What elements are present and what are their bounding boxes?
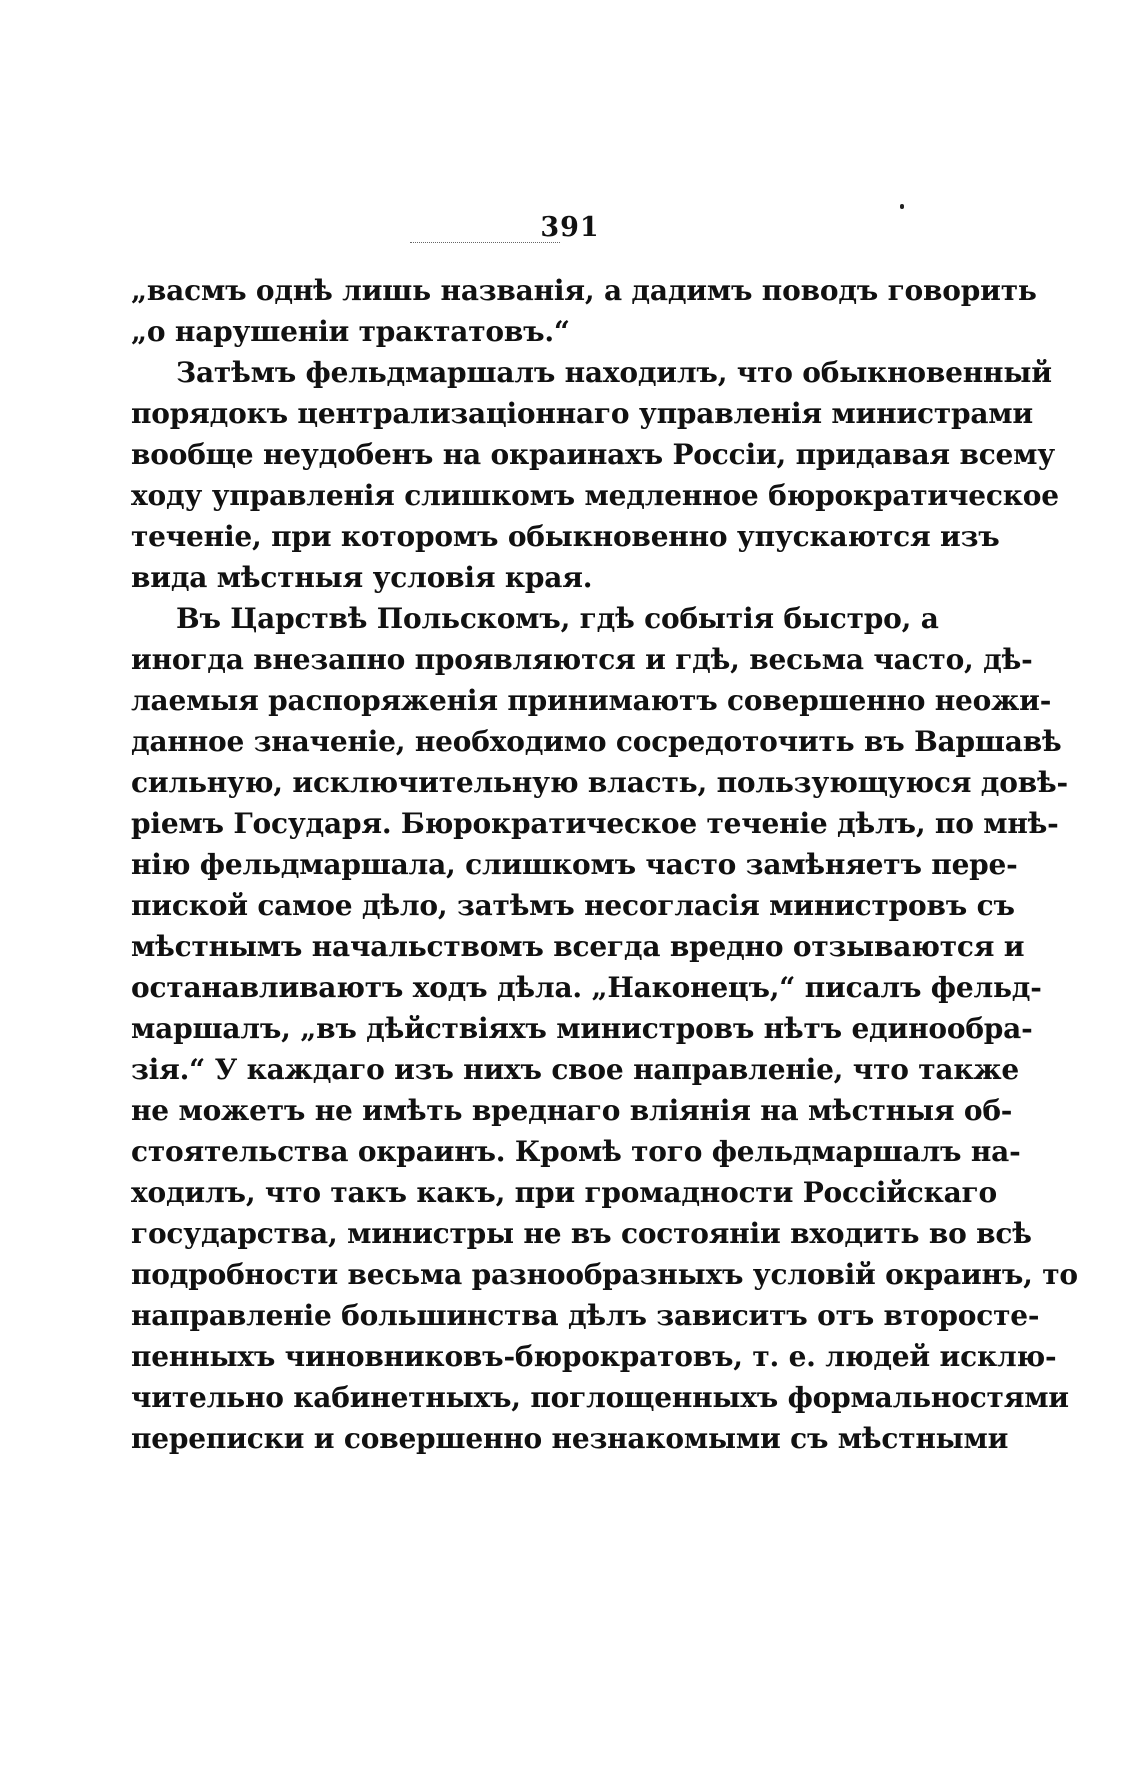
text-line: стоятельства окраинъ. Кромѣ того фельдмаршалъ на- [131,1135,1021,1168]
text-line: ходилъ, что такъ какъ, при громадности Россійскаго [131,1176,997,1209]
text-line: „о нарушеніи трактатовъ.“ [131,315,570,348]
header-rule [410,242,560,243]
text-line: пенныхъ чиновниковъ-бюрократовъ, т. е. людей исклю- [131,1340,1057,1373]
text-line: „васмъ однѣ лишь названія, а дадимъ поводъ говорить [131,274,1037,307]
text-line: порядокъ централизаціоннаго управленія министрами [131,397,1033,430]
paragraph-start-line: Затѣмъ фельдмаршалъ находилъ, что обыкновенный [176,356,1052,389]
text-line: маршалъ, „въ дѣйствіяхъ министровъ нѣтъ единообра- [131,1012,1033,1045]
paragraph-start-line: Въ Царствѣ Польскомъ, гдѣ событія быстро, а [176,602,939,635]
text-line: подробности весьма разнообразныхъ условій окраинъ, то [131,1258,1078,1291]
text-line: вообще неудобенъ на окраинахъ Россіи, придавая всему [131,438,1056,471]
text-line: лаемыя распоряженія принимаютъ совершенно неожи- [131,684,1052,717]
text-line: вида мѣстныя условія края. [131,561,593,594]
text-line: чительно кабинетныхъ, поглощенныхъ формальностями [131,1381,1069,1414]
text-line: мѣстнымъ начальствомъ всегда вредно отзываются и [131,930,1025,963]
text-line: не можетъ не имѣть вреднаго вліянія на мѣстныя об- [131,1094,1013,1127]
page-number: 391 [540,212,600,243]
text-line: останавливаютъ ходъ дѣла. „Наконецъ,“ писалъ фельд- [131,971,1042,1004]
text-line: направленіе большинства дѣлъ зависитъ отъ второсте- [131,1299,1040,1332]
text-line: нію фельдмаршала, слишкомъ часто замѣняетъ пере- [131,848,1018,881]
text-line: пиской самое дѣло, затѣмъ несогласія министровъ съ [131,889,1015,922]
text-line: государства, министры не въ состояніи входить во всѣ [131,1217,1032,1250]
text-line: иногда внезапно проявляются и гдѣ, весьма часто, дѣ- [131,643,1033,676]
text-line: сильную, исключительную власть, пользующуюся довѣ- [131,766,1068,799]
text-line: теченіе, при которомъ обыкновенно упускаются изъ [131,520,1000,553]
text-line: ріемъ Государя. Бюрократическое теченіе дѣлъ, по мнѣ- [131,807,1059,840]
text-line: данное значеніе, необходимо сосредоточить въ Варшавѣ [131,725,1062,758]
speck-mark [900,204,904,209]
text-line: переписки и совершенно незнакомыми съ мѣстными [131,1422,1009,1455]
body-text [131,270,1078,1459]
text-line: ходу управленія слишкомъ медленное бюрократическое [131,479,1059,512]
text-line: зія.“ У каждаго изъ нихъ свое направленіе, что также [131,1053,1020,1086]
